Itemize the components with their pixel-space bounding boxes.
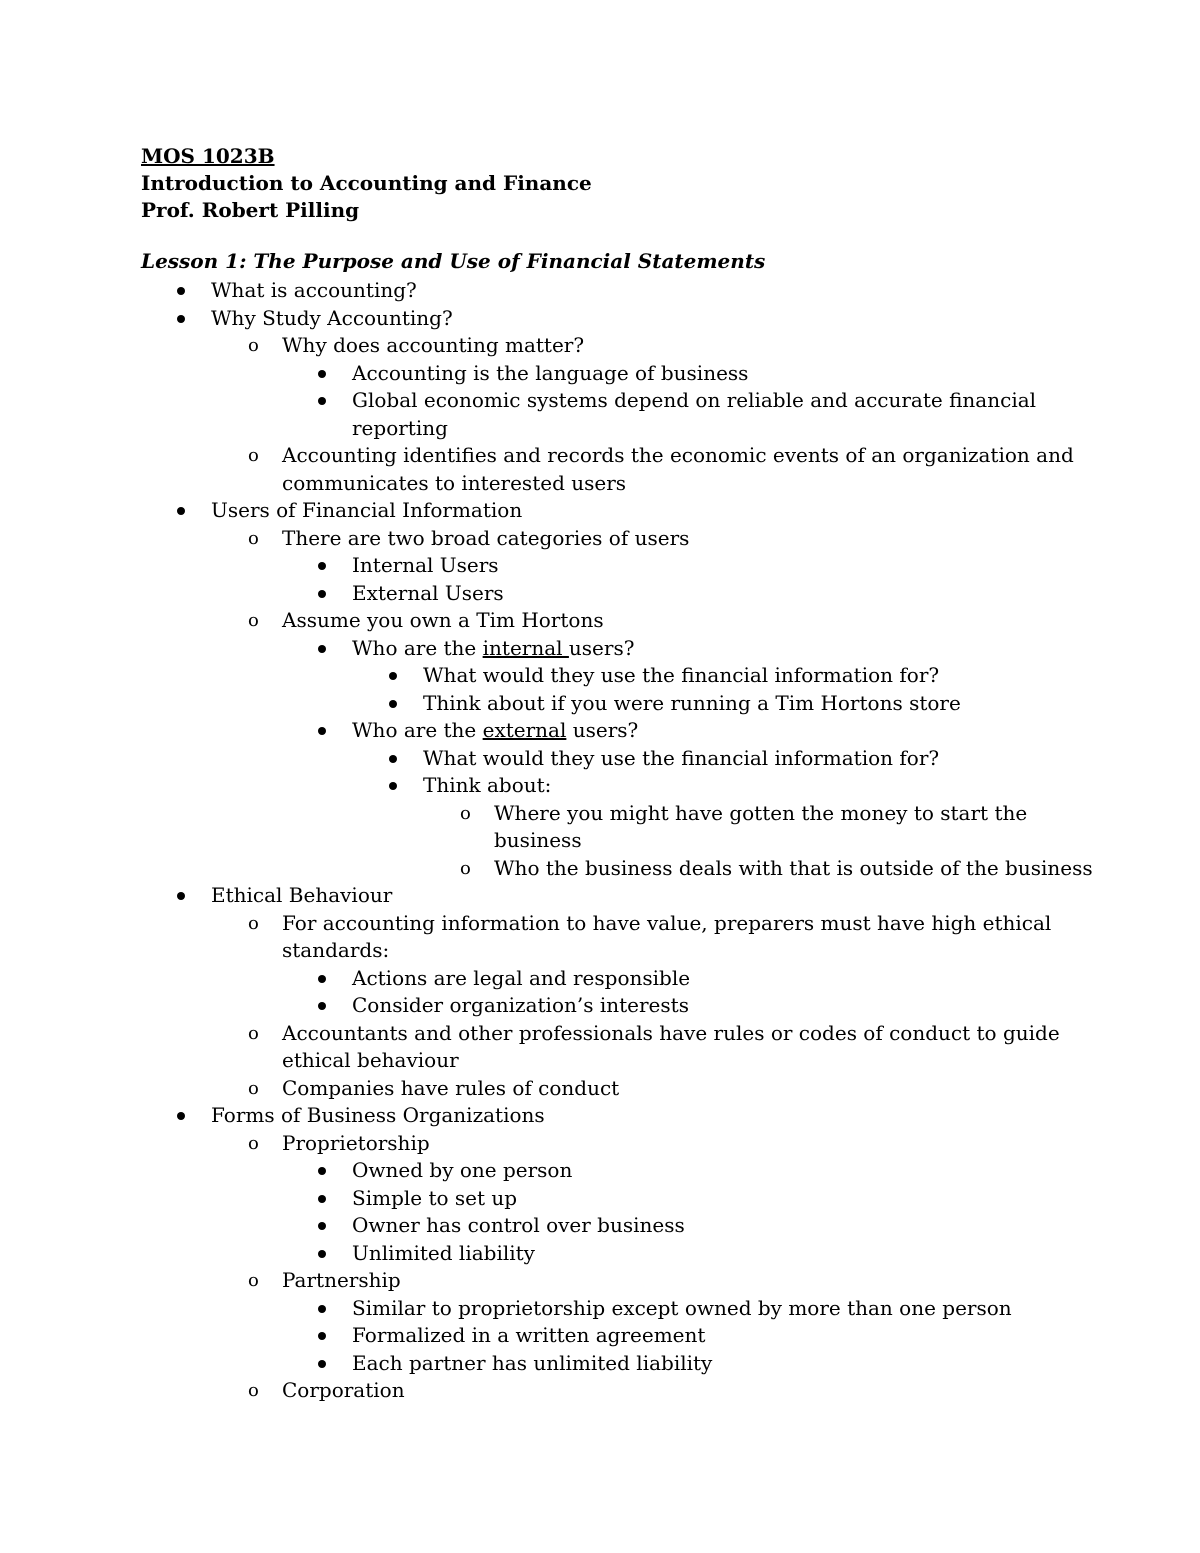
outline-item-text: Who are the	[352, 635, 483, 660]
outline-item: Where you might have gotten the money to start the	[494, 800, 1028, 825]
outline-item: Corporation	[282, 1378, 405, 1402]
outline-item: Think about if you were running a Tim Hortons store	[423, 690, 961, 715]
hollow-bullet-icon: o	[460, 802, 471, 824]
bullet-dot-icon	[389, 672, 397, 680]
outline-item-continuation: reporting	[352, 415, 448, 440]
bullet-dot-icon	[318, 1332, 326, 1340]
bullet-dot-icon	[318, 727, 326, 735]
hollow-bullet-icon: o	[248, 1022, 259, 1044]
bullet-dot-icon	[177, 315, 185, 323]
hollow-bullet-icon: o	[460, 857, 471, 879]
course-code: MOS 1023B	[141, 144, 275, 168]
outline-item: Simple to set up	[352, 1185, 518, 1210]
professor-name: Prof. Robert Pilling	[141, 198, 360, 222]
bullet-dot-icon	[389, 782, 397, 790]
outline-item-continuation: standards:	[282, 938, 390, 962]
hollow-bullet-icon: o	[248, 1132, 259, 1154]
bullet-dot-icon	[389, 755, 397, 763]
hollow-bullet-icon: o	[248, 610, 259, 631]
bullet-dot-icon	[318, 397, 326, 405]
outline-item: There are two broad categories of users	[282, 525, 690, 550]
bullet-dot-icon	[318, 1360, 326, 1368]
outline-item: Unlimited liability	[352, 1240, 535, 1265]
bullet-dot-icon	[318, 1305, 326, 1313]
bullet-dot-icon	[318, 562, 326, 570]
outline-item: External Users	[352, 580, 504, 605]
outline-item-continuation: ethical behaviour	[282, 1048, 459, 1072]
outline-item: Ethical Behaviour	[211, 883, 393, 907]
outline-item: Owner has control over business	[352, 1213, 685, 1237]
hollow-bullet-icon: o	[248, 445, 259, 466]
outline-item: What would they use the financial information for?	[423, 663, 940, 687]
bullet-dot-icon	[318, 590, 326, 598]
outline-item: Think about:	[423, 773, 552, 797]
outline-item: Internal Users	[352, 553, 499, 577]
outline-item: Actions are legal and responsible	[352, 965, 691, 990]
hollow-bullet-icon: o	[248, 912, 259, 934]
outline-item-text: users?	[566, 718, 639, 742]
outline-item: Why Study Accounting?	[211, 305, 453, 330]
bullet-dot-icon	[318, 975, 326, 983]
outline-item-text: Who are the	[352, 718, 483, 742]
bullet-dot-icon	[177, 1112, 185, 1120]
underlined-term: external	[482, 718, 567, 742]
hollow-bullet-icon: o	[248, 1270, 259, 1291]
outline-item: Formalized in a written agreement	[352, 1323, 706, 1347]
outline-item: For accounting information to have value, preparers must have high ethical	[282, 910, 1052, 935]
bullet-dot-icon	[318, 1250, 326, 1258]
bullet-dot-icon	[177, 507, 185, 515]
outline-item: What would they use the financial information for?	[423, 745, 940, 770]
underlined-term: internal	[482, 635, 569, 660]
outline-item: Accounting identifies and records the economic events of an organization and	[282, 443, 1074, 467]
outline-item: Owned by one person	[352, 1158, 573, 1182]
hollow-bullet-icon: o	[248, 335, 259, 356]
outline-item: Assume you own a Tim Hortons	[282, 608, 604, 632]
outline-item: Proprietorship	[282, 1130, 430, 1155]
outline-item: Companies have rules of conduct	[282, 1075, 620, 1100]
bullet-dot-icon	[318, 370, 326, 378]
bullet-dot-icon	[318, 1222, 326, 1230]
bullet-dot-icon	[318, 645, 326, 653]
outline-item	[352, 717, 638, 744]
bullet-dot-icon	[389, 700, 397, 708]
outline-item-continuation: business	[494, 828, 582, 852]
course-title: Introduction to Accounting and Finance	[141, 171, 592, 195]
outline-item: Who the business deals with that is outside of the business	[494, 855, 1093, 880]
bullet-dot-icon	[318, 1002, 326, 1010]
outline-item-text: users?	[568, 635, 635, 660]
bullet-dot-icon	[318, 1195, 326, 1203]
outline-item: What is accounting?	[211, 278, 417, 302]
outline-item: Accountants and other professionals have rules or codes of conduct to guide	[282, 1020, 1060, 1045]
hollow-bullet-icon: o	[248, 1077, 259, 1099]
outline-item: Each partner has unlimited liability	[352, 1350, 713, 1375]
hollow-bullet-icon: o	[248, 1380, 259, 1401]
hollow-bullet-icon: o	[248, 527, 259, 549]
lesson-title: Lesson 1: The Purpose and Use of Financial Statements	[141, 249, 766, 273]
outline-item: Consider organization’s interests	[352, 993, 689, 1017]
outline-item	[352, 635, 634, 662]
outline-item: Partnership	[282, 1268, 401, 1292]
outline-item: Users of Financial Information	[211, 498, 523, 522]
bullet-dot-icon	[177, 892, 185, 900]
outline-item: Why does accounting matter?	[282, 333, 585, 357]
bullet-dot-icon	[177, 287, 185, 295]
outline-item: Forms of Business Organizations	[211, 1103, 545, 1127]
outline-item: Accounting is the language of business	[352, 360, 749, 385]
outline-item: Global economic systems depend on reliable and accurate financial	[352, 388, 1037, 412]
bullet-dot-icon	[318, 1167, 326, 1175]
outline-item: Similar to proprietorship except owned by more than one person	[352, 1295, 1012, 1320]
outline-item-continuation: communicates to interested users	[282, 470, 627, 495]
